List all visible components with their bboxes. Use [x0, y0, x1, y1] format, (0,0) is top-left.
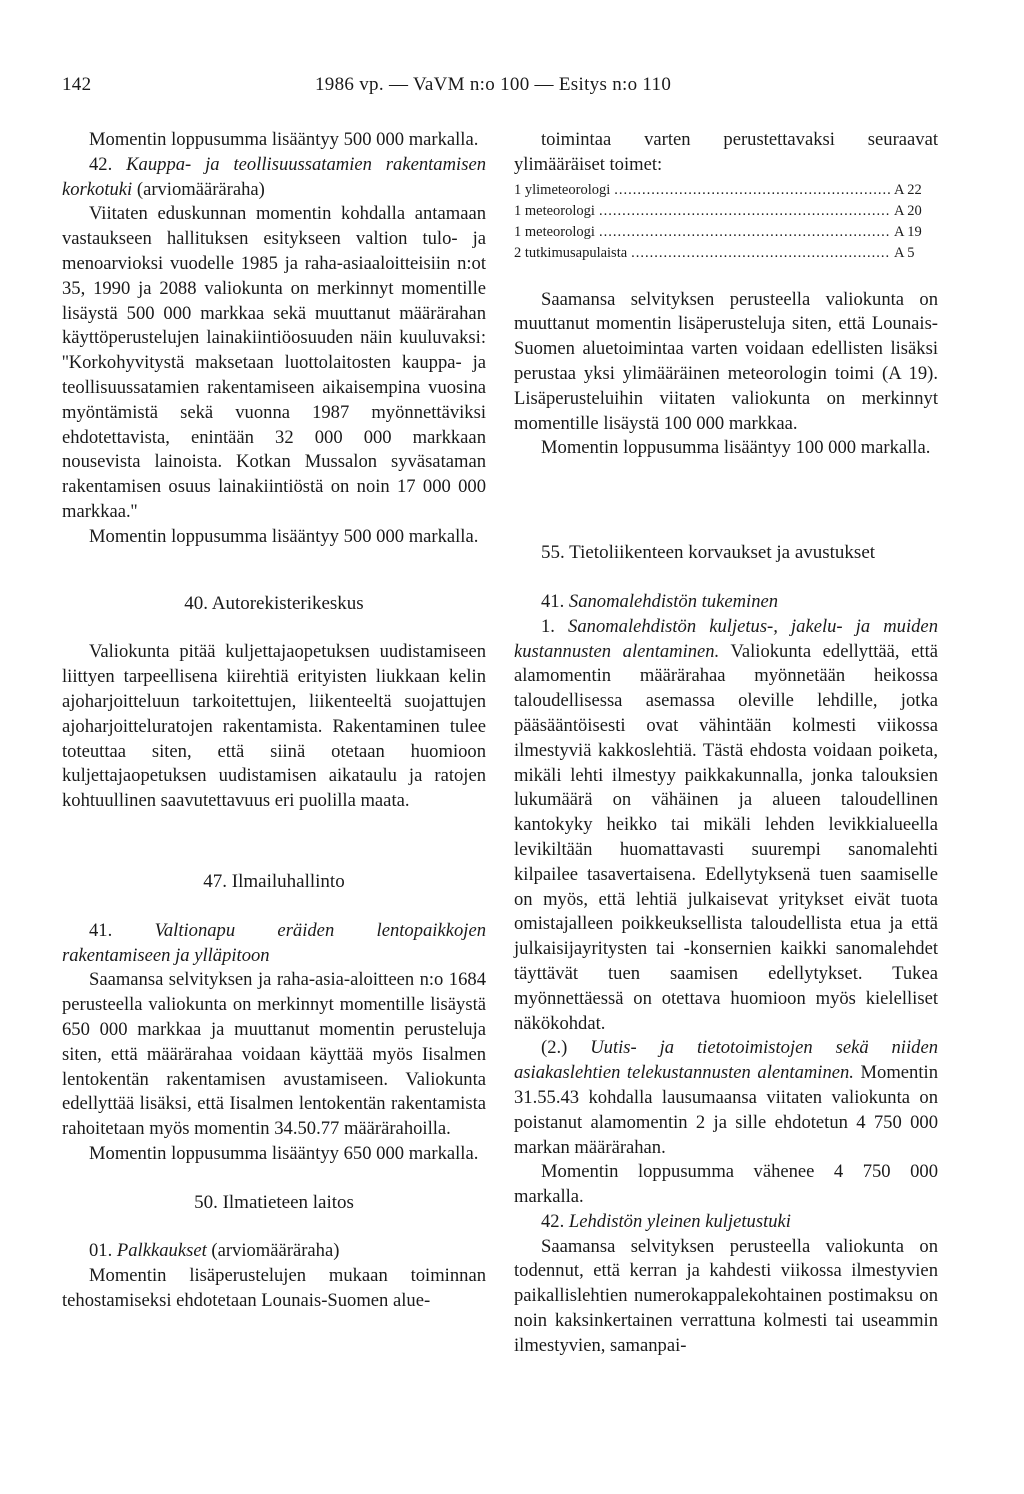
- list-item-label: 2 tutkimusapulaista: [514, 244, 628, 261]
- paragraph: Momentin lisäperustelujen mukaan toiminnan tehostamiseksi ehdotetaan Lounais-Suomen alue-: [62, 1265, 486, 1312]
- item-title: Palkkaukset: [116, 1240, 207, 1262]
- position-list: [514, 180, 938, 264]
- list-item-label: 1 meteorologi: [514, 223, 595, 240]
- item-number: (2.): [541, 1037, 568, 1059]
- paragraph: Viitaten eduskunnan momentin kohdalla antamaan vastaukseen hallituksen esitykseen valtion tulo- ja menoarvioksi vuodelle 1985 ja raha-asiaaloitteisiin n:ot 35, 1990 ja 2088 valiokunta on merkinnyt momentille lisäystä 500 000 markkaa sekä muuttanut määrärahan käyttöperustelujen lainakiintiöosuuden näin kuuluvaksi: ''Korkohyvitystä maksetaan luottolaitosten kauppa- ja teollisuussatamien rakentamiseen aikaisempina vuosina myöntämistä sekä vuonna 1987 myönnettäviksi ehdotettavista, enintään 32 000 000 markkaan nousevista lainoista. Kotkan Mussalon syväsataman rakentamisen osuus lainakiintiöstä on noin 17 000 000 markkaa.'': [62, 203, 486, 522]
- paragraph: [62, 153, 486, 203]
- paragraph: Momentin loppusumma lisääntyy 500 000 markalla.: [89, 525, 479, 547]
- item-title: Kauppa- ja teollisuussatamien rakentamisen korkotuki: [62, 153, 486, 200]
- list-item-value: A 22: [894, 181, 922, 198]
- list-item: [514, 201, 938, 222]
- item-title: Sanomalehdistön kuljetus-, jakelu- ja muiden kustannusten alentaminen.: [514, 615, 938, 662]
- page-number: 142: [62, 74, 92, 95]
- paragraph: [514, 1036, 938, 1160]
- paragraph: Saamansa selvityksen perusteella valiokunta on todennut, että kerran ja kahdesti viikossa ilmestyvien paikallislehtien numerokappalekohtainen postimaksu on noin kaksinkertainen verrattuna kolmesti tai useammin ilmestyvien, samanpai-: [514, 1235, 938, 1356]
- paragraph: Momentin loppusumma lisääntyy 100 000 markalla.: [541, 437, 931, 459]
- paragraph: toimintaa varten perustettavaksi seuraavat ylimääräiset toimet:: [514, 129, 938, 175]
- item-number: 41.: [541, 590, 565, 612]
- paragraph: Saamansa selvityksen ja raha-asia-aloitteen n:o 1684 perusteella valiokunta on merkinnyt momentille lisäystä 650 000 markkaa ja muuttanut momentin perusteluja siten, että määrärahaa voidaan käyttää myös Iisalmen lentokentän rakentamisen avustamiseen. Valiokunta edellyttää lisäksi, että Iisalmen lentokentän rakentamista rahoitetaan myös momentin 34.50.77 määrärahoilla.: [62, 969, 486, 1140]
- section-heading: 55. Tietoliikenteen korvaukset ja avustukset: [541, 542, 876, 564]
- item-number: 41.: [89, 919, 113, 941]
- list-item: [514, 222, 938, 243]
- item-number: 42.: [541, 1210, 565, 1232]
- list-item: [514, 180, 938, 201]
- list-item: [514, 243, 938, 264]
- item-text: Valiokunta edellyttää, että alamomentin määrärahaa myönnetään heikossa taloudellisessa asemassa oleville lehdille, jotka pääsääntöisesti ovat vähintään kolmesti viikossa ilmestyviä kakkoslehtiä. Tästä ehdosta voidaan poiketa, mikäli lehti ilmestyy paikkakunnalla, jonka talouksien lukumäärä on vähäinen ja alueen taloudellinen kantokyky heikko tai mikäli lehden levikkialueella levikiltään huomattavasti suurempi sanomalehti kilpailee tasavertaisena. Edellytyksenä tuen saamiselle on myös, että lehtiä julkaisevat yritykset eivät tuota omistajalleen poikkeuksellista taloudellista etua ja että julkaisijayritysten tai -konsernien kaikki sanomalehdet täyttävät tuen saamisen edellytykset. Tukea myönnettäessä on otettava huomioon myös kielelliset näkökohdat.: [514, 640, 939, 1034]
- paragraph: Momentin loppusumma lisääntyy 500 000 markalla.: [89, 129, 479, 150]
- item-title: Valtionapu eräiden lentopaikkojen rakentamiseen ja ylläpitoon: [62, 919, 486, 966]
- item-number: 42.: [89, 153, 113, 175]
- paragraph: [62, 1239, 486, 1264]
- item-title: Uutis- ja tietotoimistojen sekä niiden asiakaslehtien telekustannusten alentaminen.: [514, 1037, 938, 1084]
- paragraph: [514, 1210, 938, 1235]
- item-note: (arviomääräraha): [136, 178, 265, 200]
- right-column: [514, 128, 938, 1359]
- item-text: Momentin 31.55.43 kohdalla lausumaansa viitaten valiokunta on poistanut alamomentin 2 ja sille ehdotetun 4 750 000 markan määrärahan.: [514, 1062, 938, 1158]
- list-item-label: 1 ylimeteorologi: [514, 181, 611, 198]
- paragraph: [62, 919, 486, 969]
- page-header: [62, 74, 962, 100]
- list-item-value: A 20: [894, 202, 922, 219]
- section-heading: 40. Autorekisterikeskus: [184, 592, 364, 614]
- item-title: Sanomalehdistön tukeminen: [568, 590, 779, 612]
- paragraph: [514, 615, 938, 1037]
- paragraph: Momentin loppusumma lisääntyy 650 000 markalla.: [89, 1142, 479, 1164]
- item-number: 01.: [89, 1240, 113, 1262]
- item-number: 1.: [541, 615, 555, 637]
- running-title: 1986 vp. — VaVM n:o 100 — Esitys n:o 110: [315, 74, 672, 95]
- list-item-value: A 19: [894, 223, 922, 240]
- list-item-label: 1 meteorologi: [514, 202, 595, 219]
- section-heading: 50. Ilmatieteen laitos: [194, 1191, 354, 1213]
- paragraph: Momentin loppusumma vähenee 4 750 000 markalla.: [514, 1161, 938, 1208]
- section-heading: 47. Ilmailuhallinto: [203, 870, 345, 892]
- list-item-value: A 5: [894, 244, 915, 261]
- paragraph: [514, 590, 938, 615]
- item-note: (arviomääräraha): [211, 1240, 340, 1262]
- paragraph: Saamansa selvityksen perusteella valiokunta on muuttanut momentin lisäperusteluja siten, että Lounais-Suomen aluetoimintaa varten voidaan edellisten lisäksi perustaa yksi ylimääräinen meteorologin toimi (A 19). Lisäperusteluihin viitaten valiokunta on merkinnyt momentille lisäystä 100 000 markkaa.: [514, 288, 938, 434]
- left-column: [62, 128, 486, 1314]
- item-title: Lehdistön yleinen kuljetustuki: [568, 1210, 791, 1232]
- paragraph: Valiokunta pitää kuljettajaopetuksen uudistamiseen liittyen tarpeellisena kiirehtiä erityisten liukkaan kelin ajoharjoitteluun tarkoitettujen, liikenteeltä suojattujen ajoharjoitteluratojen rakentamista. Rakentaminen tulee toteuttaa siten, että siinä otetaan huomioon kuljettajaopetuksen uudistamisen aikataulu ja ratojen kohtuullinen saavutettavuus eri puolilla maata.: [62, 641, 486, 812]
